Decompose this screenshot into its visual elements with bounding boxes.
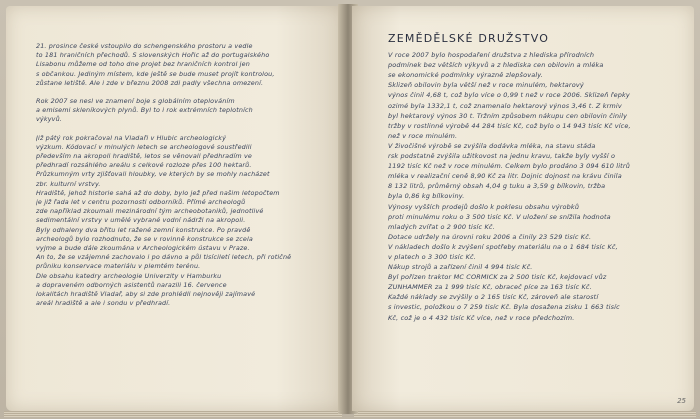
left-text-line: a dopraveném odborných asistentů narazili 16. července (36, 280, 227, 289)
left-text-line: zůstane letiště. Ale i zde v březnu 2008 zdi padly všechna omezení. (36, 78, 264, 87)
left-text-line: s občankou. Jediným místem, kde ještě se bude muset projít kontrolou, (36, 69, 275, 78)
left-text-line: areál hradiště a ale i sondu v předhradí. (36, 299, 171, 308)
right-text-line: se ekonomické podmínky výrazně zlepšovaly. (388, 71, 543, 80)
left-text-line: Lisabonu můžeme od toho dne projet bez hraničních kontrol jen (36, 60, 250, 69)
right-text-line: podmínek bez větších výkyvů a z hlediska cen obilovin a mléka (388, 61, 604, 70)
right-text-line: mladých zvířat o 2 900 tisíc Kč. (388, 222, 495, 231)
left-text-line: to 181 hraničních přechodů. S slovenských Hořic až do portugalského (36, 51, 270, 60)
right-text-line: V nákladech došlo k zvýšení spotřeby materiálu na o 1 684 tisíc Kč, (388, 242, 618, 251)
left-text-line: An to, že se vzájemné zachovalo i po dávno a půl tisíciletí letech, při rotičně (36, 253, 292, 262)
right-text-line: rsk podstatně zvýšila užitkovost na jednu kravu, takže byly vyšší o (388, 152, 616, 161)
right-text-line: byl hektarový výnos 30 t. Tržním způsobem nákupu cen obilovin činily (388, 111, 628, 120)
left-text-line: 21. prosince české vstoupilo do schengenského prostoru a vedle (36, 42, 253, 50)
right-text-line: Sklizeň obilovin byla větší než v roce minulém, hektarový (388, 81, 584, 90)
page-stack-left (4, 411, 342, 417)
left-text-line: Byly odhaleny dva břitu let ražené zemní konstrukce. Po pravdě (36, 225, 251, 234)
right-text-line: ZUNHAMMER za 1 999 tisíc Kč, obraceč píce za 163 tisíc Kč. (388, 283, 592, 292)
right-text-line: byla 0,86 kg bílkoviny. (388, 192, 465, 201)
right-text-line: tržby v rostlinné výrobě 44 284 tisíc Kč, což bylo o 14 943 tisíc Kč více, (388, 121, 631, 130)
right-text-line: V živočišné výrobě se zvýšila dodávka mléka, na stavu stáda (388, 141, 596, 150)
left-text-line: zbr. kulturní vrstvy. (36, 179, 101, 188)
left-text-line: průniku konservace materiálu v plemtém terénu. (36, 262, 201, 271)
right-text-line: proti minulému roku o 3 500 tisíc Kč. V uložení se snížila hodnota (388, 212, 611, 221)
right-text-line: Nákup strojů a zařízení činil 4 994 tisíc Kč. (388, 263, 533, 272)
page-stack-right (354, 411, 696, 417)
left-text-line: výkyvů. (36, 115, 62, 124)
right-text-line: Dotace udržely na úrovni roku 2006 a činily 23 529 tisíc Kč. (388, 232, 592, 241)
right-text-line: V roce 2007 bylo hospodaření družstva z hlediska přírodních (388, 51, 595, 60)
left-text-line: Průzkumným vrty zjišťovali hloubky, ve kterých by se mohly nacházet (36, 170, 270, 179)
left-paragraph-gap (36, 125, 326, 134)
right-text-line: než v roce minulém. (388, 131, 458, 140)
left-text-line: Již pátý rok pokračoval na Vladaři v Hlubic archeologický (36, 133, 227, 142)
left-text-line: vyjme a bude dále zkoumána v Archeologickém ústavu v Praze. (36, 244, 250, 253)
right-text-line: výnos činil 4,68 t, což bylo více o 0,99 t než v roce 2006. Sklizeň řepky (388, 91, 630, 100)
left-paragraph-gap (36, 88, 326, 97)
left-text-line: archeologů bylo rozhodnuto, že se v rovinně konstrukce se zcela (36, 234, 253, 243)
right-text-line: s investic, položkou o 7 259 tisíc Kč. Byla dosažena zisku 1 663 tisíc (388, 303, 620, 312)
right-text-line: 8 132 litrů, průměrný obsah 4,04 g tuku a 3,59 g bílkovin, tržba (388, 182, 606, 191)
section-heading: ZEMĚDĚLSKÉ DRUŽSTVO (388, 32, 550, 45)
page-number: 25 (677, 397, 686, 405)
left-text-line: je již řada let v centru pozornosti odborníků. Přímé archeologů (36, 198, 246, 207)
left-text-line: Rok 2007 se nesl ve znamení boje s globálním oteplováním (36, 97, 235, 106)
left-text-line: Hradiště, jehož historie sahá až do doby, bylo jež před našim letopočtem (36, 188, 280, 197)
right-page-text (388, 28, 686, 323)
left-text-line: výzkum. Kódovací v minulých letech se archeologové soustředili (36, 142, 252, 151)
left-page-text (36, 42, 326, 308)
right-text-line: Výnosy vyšších prodejů došlo k poklesu obsahu výrobků (388, 202, 580, 211)
left-text-line: především na akropoli hradiště, letos se věnovali předhradím ve (36, 152, 252, 161)
left-text-line: sedimentální vrstvy v umělé vybrané vodní nádrži na akropoli. (36, 216, 246, 225)
left-text-line: a emisemi skleníkových plynů. Byl to i rok extrémních teplotních (36, 106, 253, 115)
right-page (352, 6, 694, 411)
right-text-line: Kč, což je o 4 432 tisíc Kč více, než v roce předchozím. (388, 313, 575, 322)
right-text-line: mléka v realizační ceně 8,90 Kč za litr. Dojnic dojnost na krávu činila (388, 172, 622, 181)
left-text-line: lokalitách hradiště Vladař, aby si zde prohlédli nejnověji zajímavé (36, 290, 256, 299)
right-text-line: 1192 tisíc Kč než v roce minulém. Celkem bylo prodáno 3 094 610 litrů (388, 162, 630, 171)
right-page-lines (388, 50, 686, 323)
left-page (6, 6, 344, 411)
left-text-line: Dle obsahu katedry archeologie Univerzity v Hamburku (36, 271, 222, 280)
right-text-line: Každé náklady se zvýšily o 2 165 tisíc Kč, zároveň ale starostí (388, 293, 599, 302)
right-text-line: Byl pořízen traktor MC CORMICK za 2 500 tisíc Kč, kejdovací vůz (388, 273, 607, 282)
right-text-line: v platech o 3 300 tisíc Kč. (388, 252, 476, 261)
left-text-line: předhradí rozsáhlého areálu s celkové rozloze přes 100 hektarů. (36, 161, 252, 170)
left-text-line: zde například zkoumali mezinárodní tým archeobotaniků, jednotlivé (36, 207, 264, 216)
right-text-line: ozimé byla 1332,1 t, což znamenalo hektarový výnos 3,46 t. Z krmiv (388, 101, 622, 110)
